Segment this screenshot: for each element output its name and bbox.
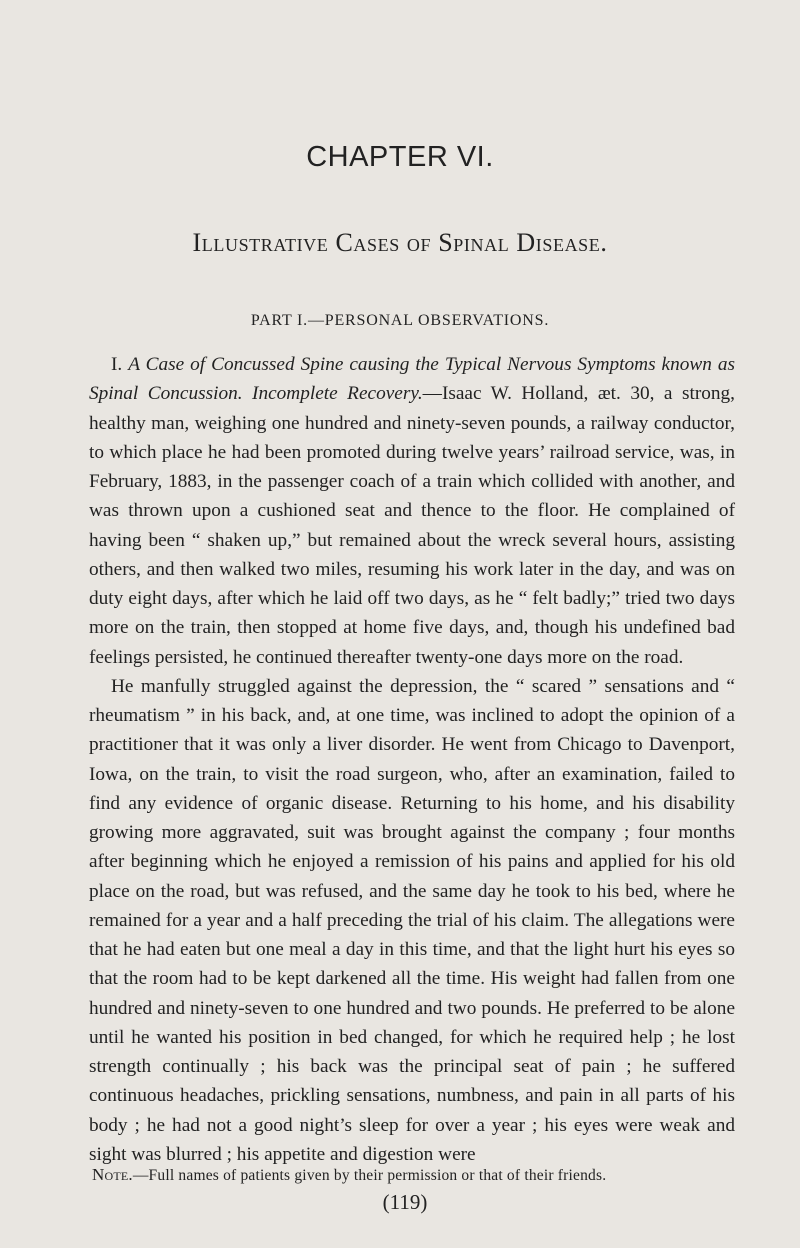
chapter-heading: CHAPTER VI. [306, 141, 494, 173]
case-title: A Case of Concussed Spine causing the Typical Nervous Symptoms known as Spinal Concussion. Incomplete Recovery. [89, 354, 735, 405]
case-number: I. [111, 354, 123, 375]
case-paragraph-1 [89, 350, 735, 672]
footnote-text: —Full names of patients given by their permission or that of their friends. [132, 1167, 607, 1184]
part-heading: PART I.—PERSONAL OBSERVATIONS. [250, 312, 550, 329]
footnote [92, 1165, 752, 1185]
page-number: (119) [382, 1190, 428, 1214]
case-body-first: —Isaac W. Holland, æt. 30, a strong, healthy man, weighing one hundred and ninety-seven pounds, a railway conductor, to which place he had been promoted during twelve years’ railroad service, was, in February, 1883, in the passenger coach of a train which collided with another, and was thrown upon a cushioned seat and thence to the floor. He complained of having been “ shaken up,” but remained about the wreck several hours, assisting others, and then walked two miles, resuming his work later in the day, and was on duty eight days, after which he laid off two days, as he “ felt badly;” tried two days more on the train, then stopped at home five days, and, though his undefined bad feelings persisted, he continued thereafter twenty-one days more on the road. [89, 383, 735, 668]
case-paragraph-2: He manfully struggled against the depression, the “ scared ” sensations and “ rheumatism ” in his back, and, at one time, was inclined to adopt the opinion of a practitioner that it was only a liver disorder. He went from Chicago to Davenport, Iowa, on the train, to visit the road surgeon, who, after an examination, failed to find any evidence of organic disease. Returning to his home, and his disability growing more aggravated, suit was brought against the company ; four months after beginning which he enjoyed a remission of his pains and applied for his old place on the road, but was refused, and the same day he took to his bed, where he remained for a year and a half preceding the trial of his claim. The allegations were that he had eaten but one meal a day in this time, and that the light hurt his eyes so that the room had to be kept darkened all the time. His weight had fallen from one hundred and ninety-seven to one hundred and two pounds. He preferred to be alone until he wanted his position in bed changed, for which he required help ; he lost strength continually ; his back was the principal seat of pain ; he suffered continuous headaches, prickling sensations, numbness, and pain in all parts of his body ; he had not a good night’s sleep for over a year ; his eyes were weak and sight was blurred ; his appetite and digestion were [89, 675, 735, 1165]
case-text [89, 350, 735, 1169]
footnote-label: Note. [92, 1165, 133, 1184]
section-title: Illustrative Cases of Spinal Disease. [192, 228, 608, 257]
